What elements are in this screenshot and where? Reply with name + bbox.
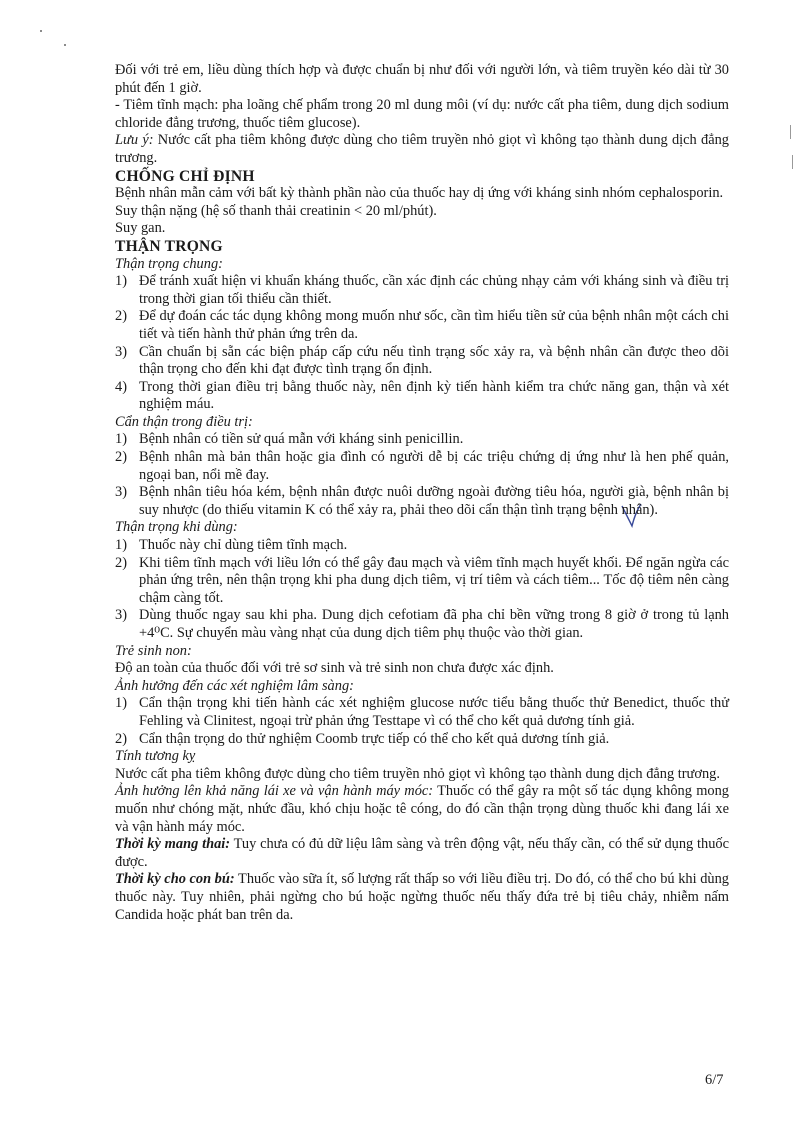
driving-text: Thuốc có thể gây ra một số tác dụng không mong muốn như chóng mặt, nhức đầu, khó chịu hoặc tê cóng, do đó cần thận trọng dùng thuốc khi đang lái xe và vận hành máy móc. [115,783,729,835]
list-text: Khi tiêm tĩnh mạch với liều lớn có thể gây đau mạch và viêm tĩnh mạch huyết khối. Để ngăn ngừa các phản ứng trên, nên thận trọng khi pha dung dịch tiêm, vị trí tiêm và cách tiêm... Tốc độ tiêm nên càng chậm càng tốt. [139,554,729,606]
iv-dilution-paragraph: - Tiêm tĩnh mạch: pha loãng chế phẩm trong 20 ml dung môi (ví dụ: nước cất pha tiêm, dung dịch sodium chloride đẳng trương, thuốc tiêm glucose). [115,97,729,131]
driving-label: Ảnh hưởng lên khả năng lái xe và vận hành máy móc: [115,783,434,800]
list-number: 3) [115,343,127,360]
list-item [115,273,729,308]
list-item [115,431,729,449]
list-item [115,449,729,484]
contraindication-item: Suy thận nặng (hệ số thanh thải creatinin < 20 ml/phút). [115,202,437,219]
note-paragraph [115,132,729,167]
lactation-label: Thời kỳ cho con bú: [115,871,235,888]
pregnancy-text: Tuy chưa có đủ dữ liệu lâm sàng và trên động vật, nếu thấy cần, có thể sử dụng thuốc được. [115,836,729,870]
list-text: Bệnh nhân tiêu hóa kém, bệnh nhân được nuôi dưỡng ngoài đường tiêu hóa, người già, bệnh nhân bị suy nhược (do thiếu vitamin K có thể xảy ra, phải theo dõi cẩn thận tình trạng bệnh nhân). [139,484,729,518]
list-number: 1) [115,537,127,554]
list-text: Cẩn thận trọng do thử nghiệm Coomb trực tiếp có thể cho kết quả dương tính giả. [139,730,610,747]
pregnancy-paragraph [115,836,729,871]
list-number: 2) [115,730,127,747]
list-text: Trong thời gian điều trị bằng thuốc này, nên định kỳ tiến hành kiểm tra chức năng gan, thận và xét nghiệm máu. [139,378,729,413]
lab-tests-label: Ảnh hưởng đến các xét nghiệm lâm sàng: [115,677,354,694]
contraindication-item: Suy gan. [115,220,166,237]
list-number: 2) [115,308,127,325]
list-text: Dùng thuốc ngay sau khi pha. Dung dịch cefotiam đã pha chỉ bền vững trong 8 giờ ở trong tủ lạnh +4⁰C. Sự chuyển màu vàng nhạt của dung dịch tiêm phụ thuộc vào thời gian. [139,607,729,641]
list-item [115,731,729,749]
list-text: Bệnh nhân có tiền sử quá mẫn với kháng sinh penicillin. [139,431,464,448]
scan-edge-mark [792,155,793,169]
list-number: 1) [115,273,127,290]
list-number: 3) [115,484,127,501]
scan-edge-mark [790,125,791,139]
list-item [115,537,729,555]
list-text: Cẩn thận trọng khi tiến hành các xét nghiệm glucose nước tiểu bằng thuốc thử Benedict, thuốc thử Fehling và Clinitest, ngoại trừ phản ứng Testtape vì có thể cho kết quả dương tính giả. [139,695,729,729]
general-precautions-label: Thận trọng chung: [115,255,223,272]
list-number: 1) [115,695,127,712]
pregnancy-label: Thời kỳ mang thai: [115,836,231,853]
list-text: Để dự đoán các tác dụng không mong muốn như sốc, cần tìm hiểu tiền sử của bệnh nhân một cách chi tiết và tiến hành thử phản ứng trên da. [139,308,729,342]
list-number: 2) [115,449,127,466]
list-number: 1) [115,431,127,448]
scan-speck [64,44,66,46]
incompatibility-text: Nước cất pha tiêm không được dùng cho tiêm truyền nhỏ giọt vì không tạo thành dung dịch đẳng trương. [115,765,720,782]
driving-paragraph [115,783,729,836]
note-text: Nước cất pha tiêm không được dùng cho tiêm truyền nhỏ giọt vì không tạo thành dung dịch đẳng trương. [115,132,729,166]
list-text: Để tránh xuất hiện vi khuẩn kháng thuốc, cần xác định các chủng nhạy cảm với kháng sinh và điều trị trong thời gian tối thiểu cần thiết. [139,273,729,307]
precautions-heading: THẬN TRỌNG [115,237,223,255]
preterm-text: Độ an toàn của thuốc đối với trẻ sơ sinh và trẻ sinh non chưa được xác định. [115,660,554,677]
page-number: 6/7 [705,1072,724,1088]
usage-caution-label: Thận trọng khi dùng: [115,519,238,536]
scan-speck [40,30,42,32]
list-text: Cần chuẩn bị sẵn các biện pháp cấp cứu nếu tình trạng sốc xảy ra, và bệnh nhân cần được theo dõi thận trọng cho đến khi đạt được tình trạng ổn định. [139,343,729,378]
list-item [115,695,729,730]
list-number: 3) [115,607,127,624]
contraindication-item: Bệnh nhân mẫn cảm với bất kỳ thành phần nào của thuốc hay dị ứng với kháng sinh nhóm cephalosporin. [115,185,724,202]
preterm-label: Trẻ sinh non: [115,642,192,659]
list-item [115,555,729,608]
treatment-caution-label: Cẩn thận trong điều trị: [115,413,253,430]
list-item [115,344,729,379]
list-item [115,607,729,642]
note-label: Lưu ý: [115,132,154,149]
list-number: 2) [115,554,127,571]
list-item [115,308,729,343]
list-text: Thuốc này chỉ dùng tiêm tĩnh mạch. [139,537,348,554]
list-number: 4) [115,378,127,395]
lactation-paragraph [115,871,729,924]
incompatibility-label: Tính tương kỵ [115,748,196,765]
document-body [115,62,729,924]
contraindications-heading: CHỐNG CHỈ ĐỊNH [115,167,255,185]
list-item [115,484,729,519]
lactation-text: Thuốc vào sữa ít, số lượng rất thấp so với liều điều trị. Do đó, có thể cho bú khi dùng thuốc này. Tuy nhiên, phải ngừng cho bú hoặc ngừng thuốc nếu thấy đứa trẻ bị tiêu chảy, nhiễm nấm Candida hoặc phát ban trên da. [115,871,729,923]
list-item [115,379,729,414]
dosage-children-paragraph: Đối với trẻ em, liều dùng thích hợp và được chuẩn bị như đối với người lớn, và tiêm truyền kéo dài từ 30 phút đến 1 giờ. [115,62,729,96]
list-text: Bệnh nhân mà bản thân hoặc gia đình có người dễ bị các triệu chứng dị ứng như là hen phế quản, ngoại ban, nổi mề đay. [139,449,729,483]
